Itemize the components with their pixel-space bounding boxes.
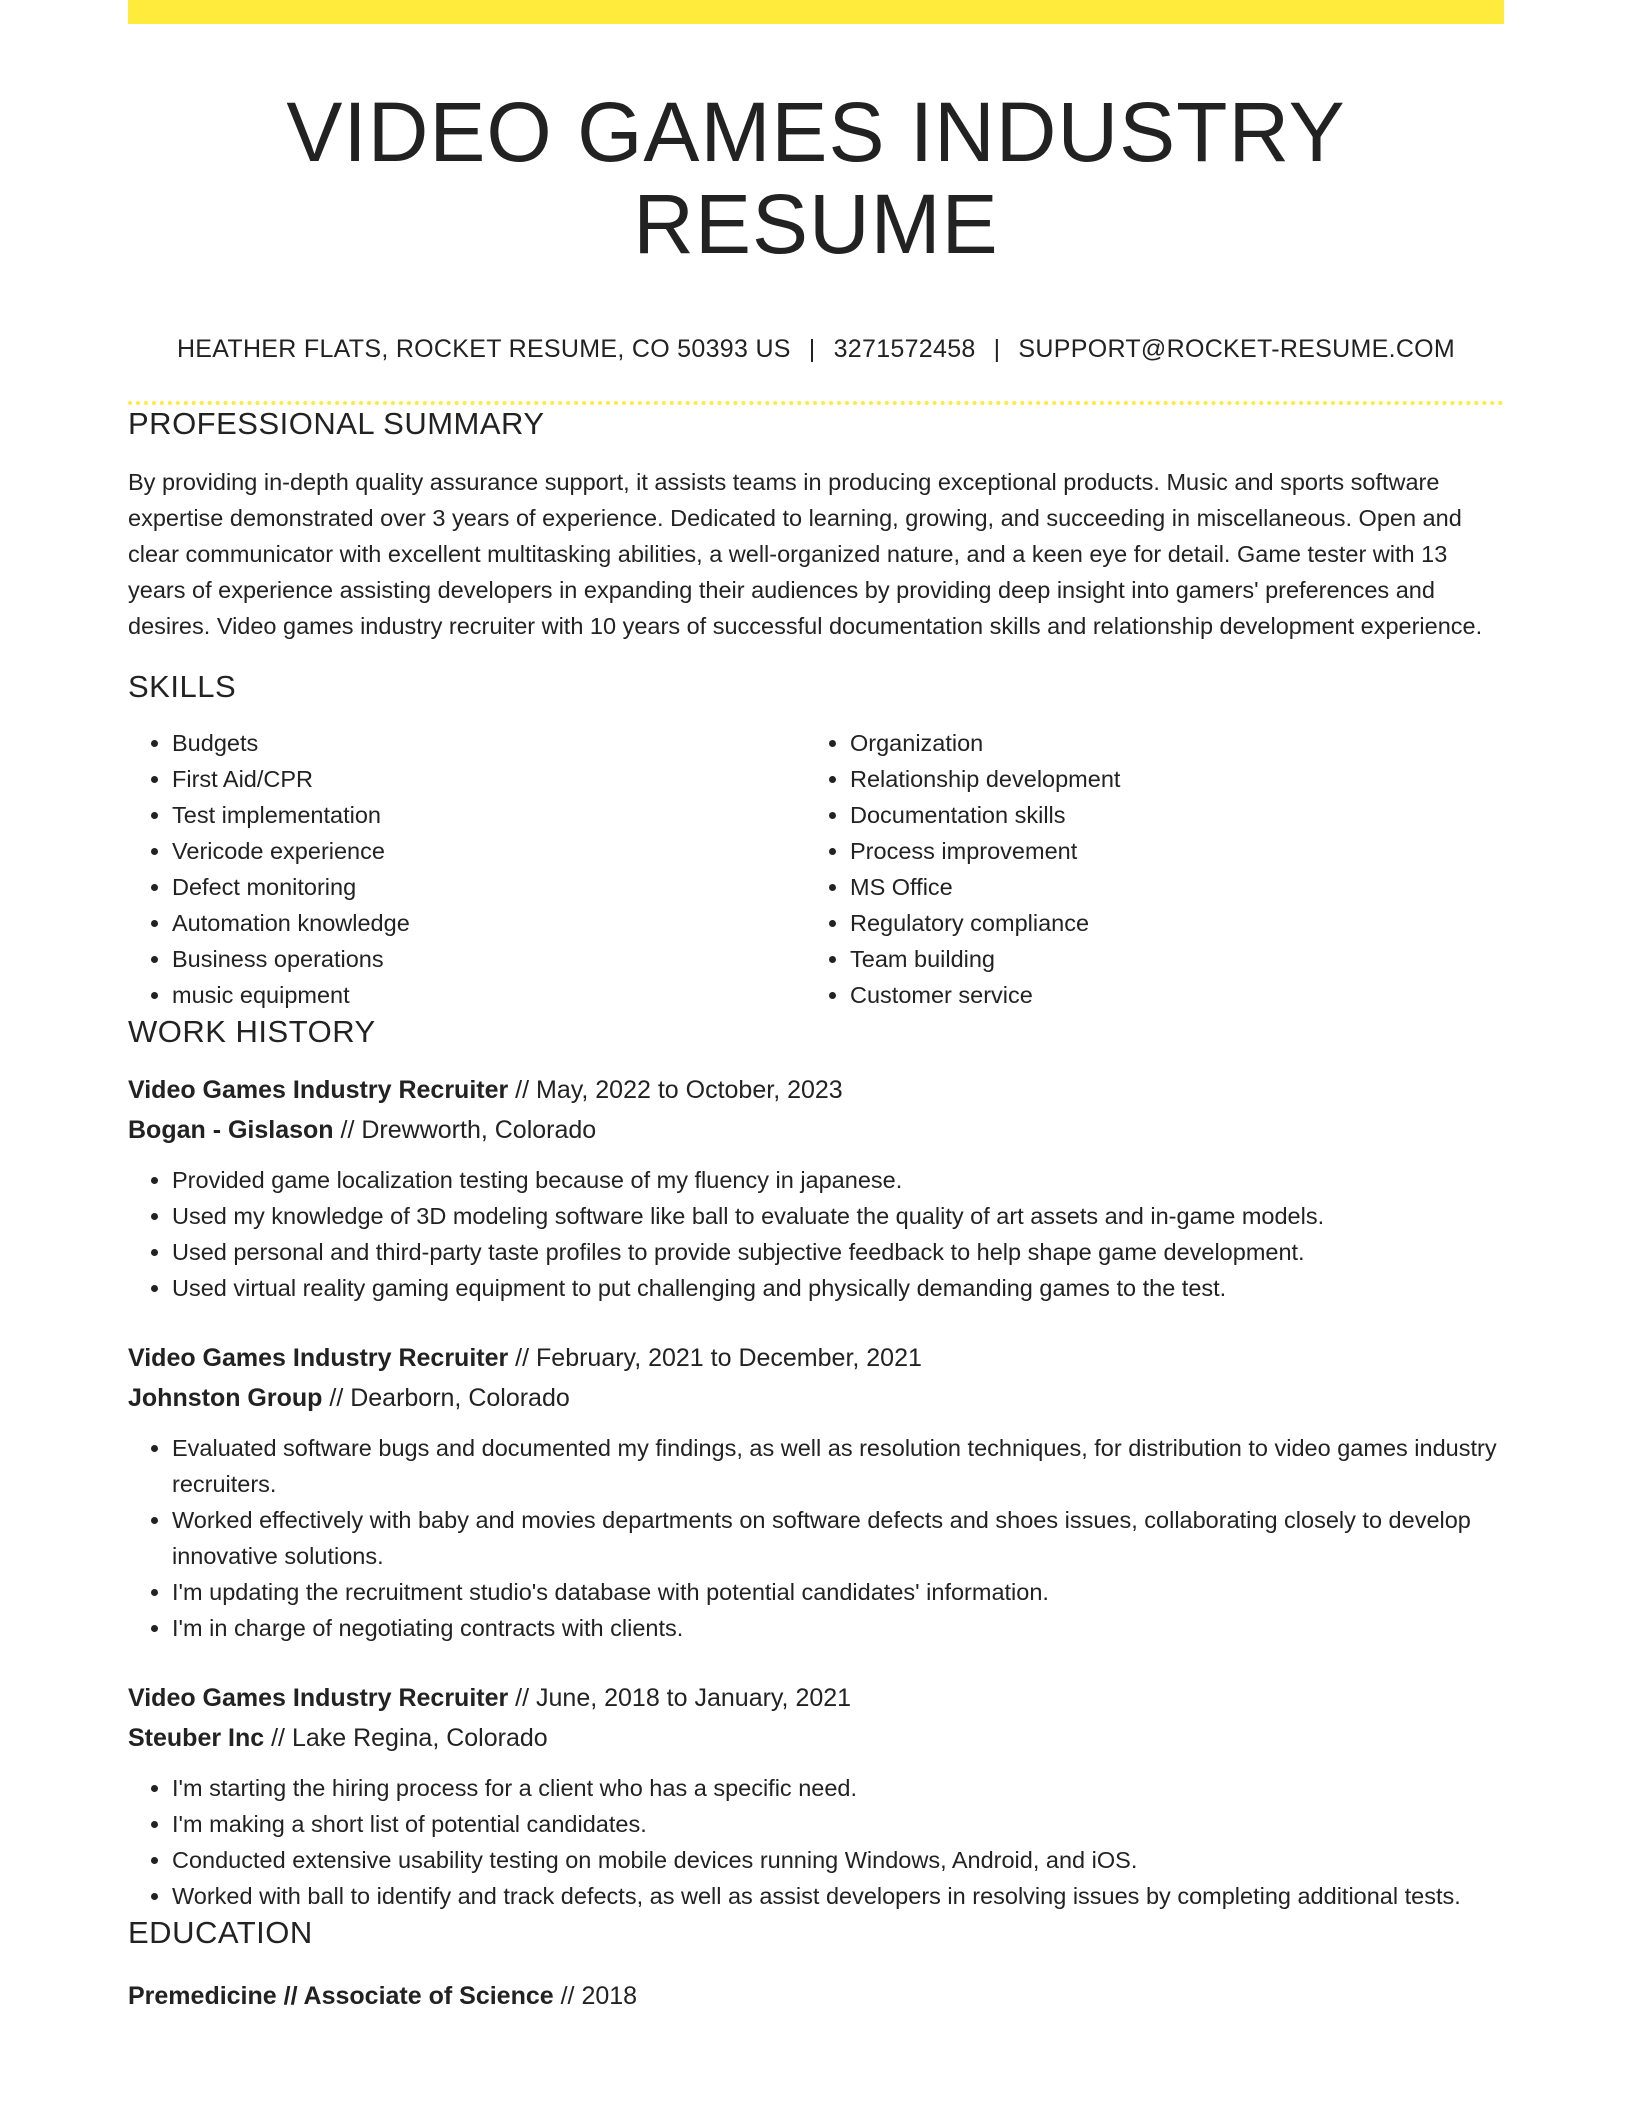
- job-bullet: • Provided game localization testing because of my fluency in japanese.: [172, 1162, 1504, 1198]
- job-bullet: • Evaluated software bugs and documented my findings, as well as resolution techniques, for distribution to video games industry recruiters.: [172, 1430, 1504, 1502]
- education-year: // 2018: [553, 1981, 638, 2010]
- summary-heading: PROFESSIONAL SUMMARY: [128, 406, 545, 442]
- education-degree: Premedicine // Associate of Science: [128, 1981, 554, 2010]
- job-bullet: • Conducted extensive usability testing on mobile devices running Windows, Android, and iOS.: [172, 1842, 1504, 1878]
- skill-item: • Documentation skills: [850, 797, 1504, 833]
- skill-item: • Business operations: [172, 941, 806, 977]
- job-entry: [128, 1070, 1504, 1306]
- skill-item: • Vericode experience: [172, 833, 806, 869]
- job-title-line: [128, 1678, 1504, 1718]
- job-location: // Drewworth, Colorado: [333, 1116, 597, 1145]
- job-company-line: [128, 1378, 1504, 1418]
- skill-item: • Relationship development: [850, 761, 1504, 797]
- job-title-line: [128, 1070, 1504, 1110]
- resume-page: [128, 0, 1504, 2016]
- job-bullet: • I'm starting the hiring process for a client who has a specific need.: [172, 1770, 1504, 1806]
- job-company: Johnston Group: [128, 1384, 323, 1413]
- job-entry: [128, 1338, 1504, 1646]
- contact-address: HEATHER FLATS, ROCKET RESUME, CO 50393 US: [176, 334, 791, 363]
- job-dates: // February, 2021 to December, 2021: [508, 1344, 922, 1373]
- job-bullet: • Used personal and third-party taste profiles to provide subjective feedback to help shape game development.: [172, 1234, 1504, 1270]
- job-title: Video Games Industry Recruiter: [128, 1344, 509, 1373]
- skill-item: • Test implementation: [172, 797, 806, 833]
- job-bullet: • I'm updating the recruitment studio's database with potential candidates' information.: [172, 1574, 1504, 1610]
- skill-item: • Process improvement: [850, 833, 1504, 869]
- education-heading: EDUCATION: [128, 1915, 313, 1951]
- job-bullet: • Worked with ball to identify and track defects, as well as assist developers in resolving issues by completing additional tests.: [172, 1878, 1504, 1914]
- job-company-line: [128, 1718, 1504, 1758]
- contact-line: [128, 333, 1504, 366]
- job-bullet: • Used virtual reality gaming equipment to put challenging and physically demanding games to the test.: [172, 1270, 1504, 1306]
- job-bullets: [128, 1770, 1504, 1914]
- job-title: Video Games Industry Recruiter: [128, 1076, 509, 1105]
- job-bullet: • I'm in charge of negotiating contracts with clients.: [172, 1610, 1504, 1646]
- job-title-line: [128, 1338, 1504, 1378]
- skills-grid: [128, 725, 1504, 1013]
- job-entry: [128, 1678, 1504, 1914]
- job-dates: // May, 2022 to October, 2023: [508, 1076, 843, 1105]
- contact-phone: 3271572458: [833, 334, 976, 363]
- skill-item: • Team building: [850, 941, 1504, 977]
- skills-list-right: [806, 725, 1504, 1013]
- top-accent-bar: [128, 0, 1504, 24]
- job-bullet: • Used my knowledge of 3D modeling software like ball to evaluate the quality of art assets and in-game models.: [172, 1198, 1504, 1234]
- contact-separator: |: [993, 334, 1001, 363]
- skill-item: • music equipment: [172, 977, 806, 1013]
- job-company-line: [128, 1110, 1504, 1150]
- job-bullet: • Worked effectively with baby and movies departments on software defects and shoes issues, collaborating closely to develop innovative solutions.: [172, 1502, 1504, 1574]
- skill-item: • Automation knowledge: [172, 905, 806, 941]
- skill-item: • Defect monitoring: [172, 869, 806, 905]
- job-bullets: [128, 1430, 1504, 1646]
- skill-item: • Customer service: [850, 977, 1504, 1013]
- skill-item: • Organization: [850, 725, 1504, 761]
- education-entry: [128, 1976, 1504, 2016]
- skill-item: • Budgets: [172, 725, 806, 761]
- work-history-heading: WORK HISTORY: [128, 1014, 376, 1050]
- skill-item: • MS Office: [850, 869, 1504, 905]
- job-location: // Lake Regina, Colorado: [264, 1724, 548, 1753]
- contact-email[interactable]: SUPPORT@ROCKET-RESUME.COM: [1018, 334, 1456, 363]
- skills-list-left: [128, 725, 806, 1013]
- job-title: Video Games Industry Recruiter: [128, 1684, 509, 1713]
- job-company: Bogan - Gislason: [128, 1116, 334, 1145]
- contact-separator: |: [808, 334, 816, 363]
- job-bullet: • I'm making a short list of potential candidates.: [172, 1806, 1504, 1842]
- skill-item: • First Aid/CPR: [172, 761, 806, 797]
- skills-heading: SKILLS: [128, 668, 237, 704]
- job-location: // Dearborn, Colorado: [322, 1384, 570, 1413]
- resume-title: VIDEO GAMES INDUSTRY RESUME: [286, 85, 1346, 272]
- job-bullets: [128, 1162, 1504, 1306]
- skill-item: • Regulatory compliance: [850, 905, 1504, 941]
- job-dates: // June, 2018 to January, 2021: [508, 1684, 852, 1713]
- summary-text: By providing in-depth quality assurance support, it assists teams in producing exceptional products. Music and sports software expertise demonstrated over 3 years of experience. Dedicated to learning, growing, and succeeding in miscellaneous. Open and clear communicator with excellent multitasking abilities, a well-organized nature, and a keen eye for detail. Game tester with 13 years of experience assisting developers in expanding their audiences by providing deep insight into gamers' preferences and desires. Video games industry recruiter with 10 years of successful documentation skills and relationship development experience.: [128, 469, 1483, 640]
- job-company: Steuber Inc: [128, 1724, 265, 1753]
